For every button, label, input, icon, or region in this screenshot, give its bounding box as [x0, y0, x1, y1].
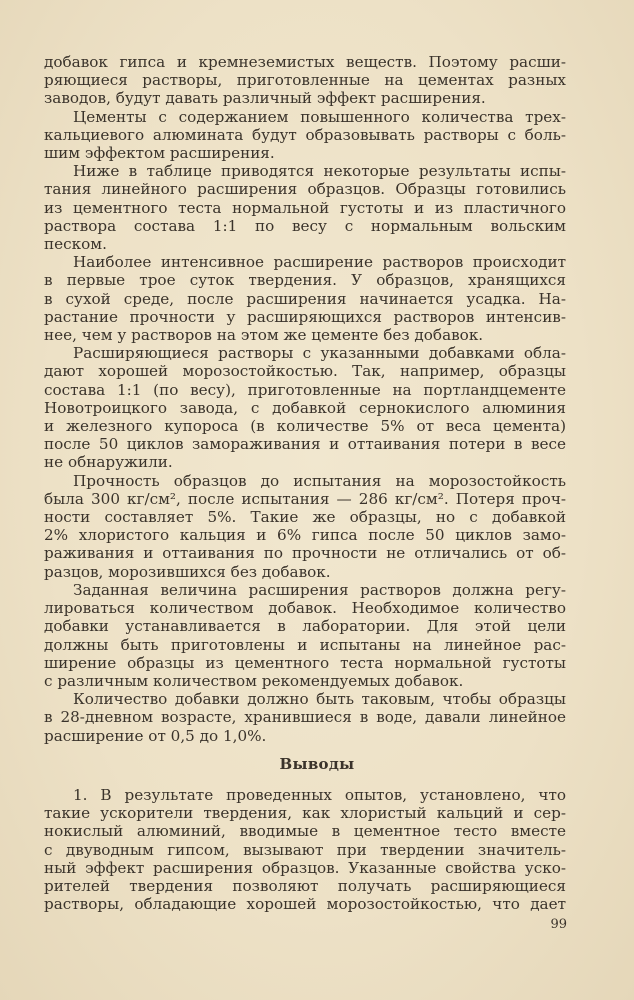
text-line: была 300 кг/см², после испытания — 286 кг/см². Потеря проч-	[44, 489, 566, 508]
page-number: 99	[550, 917, 567, 932]
text-line: Заданная величина расширения растворов должна регу-	[73, 580, 566, 599]
text-line: Наиболее интенсивное расширение растворов происходит	[73, 253, 566, 272]
text-line: растворы, обладающие хорошей морозостойкостью, что дает	[44, 895, 566, 914]
body-text	[44, 53, 566, 745]
text-line: 1. В результате проведенных опытов, установлено, что	[73, 786, 566, 804]
text-line: 2% хлористого кальция и 6% гипса после 50 циклов замо-	[44, 526, 566, 545]
text-line: раствора состава 1:1 по весу с нормальным вольским	[44, 216, 566, 235]
paragraph-3	[44, 162, 566, 253]
text-line: шим эффектом расширения.	[44, 144, 275, 163]
text-line: не обнаружили.	[44, 453, 173, 472]
text-line: лироваться количеством добавок. Необходимое количество	[44, 599, 566, 618]
paragraph-7	[44, 581, 566, 690]
text-line: после 50 циклов замораживания и оттаивания потери в весе	[44, 435, 566, 454]
text-line: дают хорошей морозостойкостью. Так, например, образцы	[44, 362, 566, 381]
text-line: нокислый алюминий, вводимые в цементное тесто вместе	[44, 822, 566, 841]
paragraph-1	[44, 53, 566, 108]
paragraph-5	[44, 344, 566, 471]
text-line: тания линейного расширения образцов. Образцы готовились	[44, 180, 566, 199]
text-line: разцов, морозившихся без добавок.	[44, 562, 331, 581]
text-line: нее, чем у растворов на этом же цементе без добавок.	[44, 326, 484, 345]
conclusions-text	[44, 786, 566, 913]
text-line: ширение образцы из цементного теста нормальной густоты	[44, 653, 566, 672]
text-line: должны быть приготовлены и испытаны на линейное рас-	[44, 635, 566, 654]
text-line: ряющиеся растворы, приготовленные на цементах разных	[44, 71, 566, 90]
text-line: добавок гипса и кремнеземистых веществ. Поэтому расши-	[44, 53, 566, 71]
text-line: раживания и оттаивания по прочности не отличались от об-	[44, 544, 566, 563]
text-line: из цементного теста нормальной густоты и из пластичного	[44, 198, 566, 217]
text-line: в первые трое суток твердения. У образцов, хранящихся	[44, 271, 566, 290]
text-line: расширение от 0,5 до 1,0%.	[44, 726, 267, 745]
text-line: такие ускорители твердения, как хлористый кальций и сер-	[44, 804, 566, 823]
text-line: кальциевого алюмината будут образовывать растворы с боль-	[44, 125, 566, 144]
text-line: рителей твердения позволяют получать расширяющиеся	[44, 877, 566, 896]
text-line: Ниже в таблице приводятся некоторые результаты испы-	[73, 162, 566, 181]
text-line: Цементы с содержанием повышенного количества трех-	[73, 107, 566, 126]
text-line: добавки устанавливается в лаборатории. Для этой цели	[44, 617, 566, 636]
paragraph-4	[44, 253, 566, 344]
text-line: в сухой среде, после расширения начинается усадка. На-	[44, 289, 566, 308]
section-heading: Выводы	[279, 755, 355, 773]
text-line: ный эффект расширения образцов. Указанные свойства уско-	[44, 858, 566, 877]
text-line: в 28-дневном возрасте, хранившиеся в воде, давали линейное	[44, 708, 566, 727]
text-line: Количество добавки должно быть таковым, чтобы образцы	[73, 690, 566, 709]
text-line: ности составляет 5%. Такие же образцы, но с добавкой	[44, 508, 566, 527]
paragraph-6	[44, 472, 566, 581]
text-line: с двуводным гипсом, вызывают при твердении значитель-	[44, 840, 566, 859]
text-line: Новотроицкого завода, с добавкой сернокислого алюминия	[44, 398, 566, 417]
paragraph-2	[44, 108, 566, 163]
text-line: и железного купороса (в количестве 5% от веса цемента)	[44, 417, 566, 436]
text-line: состава 1:1 (по весу), приготовленные на портландцементе	[44, 380, 566, 399]
text-line: заводов, будут давать различный эффект расширения.	[44, 89, 486, 108]
text-line: с различным количеством рекомендуемых добавок.	[44, 671, 464, 690]
paragraph-8	[44, 690, 566, 745]
text-line: Прочность образцов до испытания на морозостойкость	[73, 471, 566, 490]
text-line: растание прочности у расширяющихся растворов интенсив-	[44, 307, 566, 326]
text-line: песком.	[44, 235, 107, 254]
text-line: Расширяющиеся растворы с указанными добавками обла-	[73, 344, 566, 363]
